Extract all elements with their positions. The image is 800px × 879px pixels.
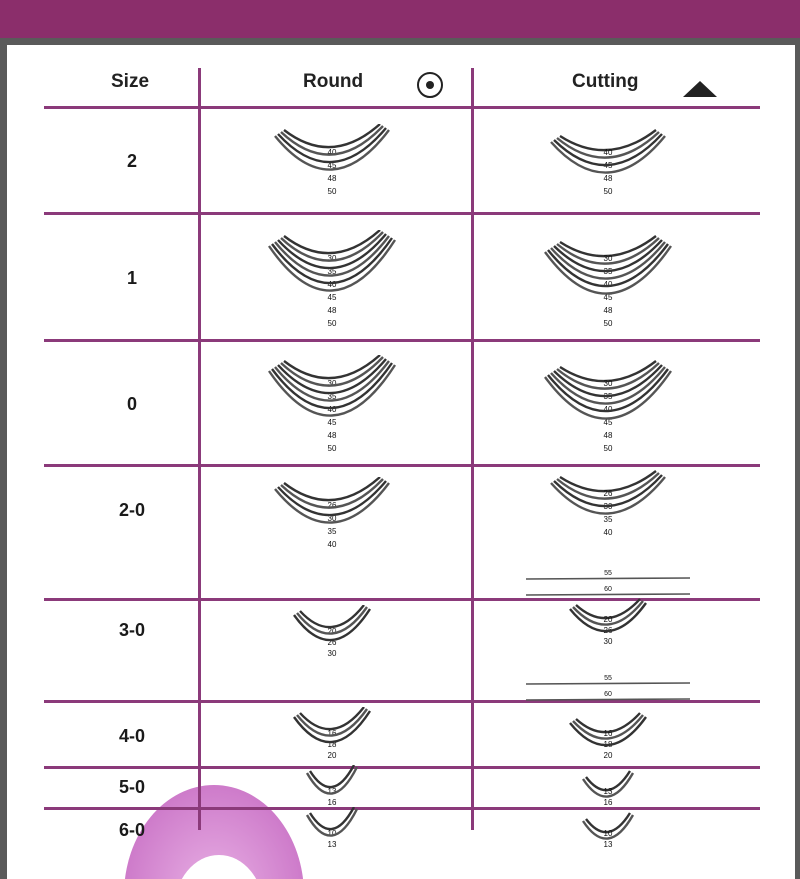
needle-size-label: 35 bbox=[603, 392, 613, 401]
cutting-needle-group bbox=[554, 707, 662, 764]
needle-size-label: 35 bbox=[327, 267, 337, 276]
size-label: 1 bbox=[126, 268, 137, 288]
needle-size-label: 50 bbox=[603, 319, 613, 328]
size-label: 4-0 bbox=[118, 726, 145, 746]
needle-size-label: 50 bbox=[327, 444, 337, 453]
needle-size-label: 50 bbox=[603, 187, 613, 196]
needle-curve bbox=[284, 355, 380, 378]
cutting-needle-group bbox=[526, 230, 690, 332]
column-divider bbox=[471, 68, 474, 830]
needle-size-chart bbox=[7, 45, 795, 879]
needle-size-label: 13 bbox=[327, 787, 337, 796]
cutting-needle-group bbox=[568, 765, 648, 811]
needle-size-label: 30 bbox=[327, 254, 337, 263]
needle-curve bbox=[284, 124, 380, 147]
round-needle-group bbox=[250, 355, 414, 457]
row-divider bbox=[44, 212, 760, 215]
needle-size-label: 45 bbox=[327, 418, 337, 427]
straight-needle-label: 55 bbox=[604, 570, 612, 577]
needle-size-label: 48 bbox=[327, 306, 337, 315]
round-needle-group bbox=[278, 605, 386, 662]
needle-size-label: 45 bbox=[327, 161, 337, 170]
needle-size-label: 20 bbox=[603, 614, 613, 624]
needle-size-label: 48 bbox=[327, 174, 337, 183]
needle-size-label: 48 bbox=[603, 306, 613, 315]
cutting-needle-group bbox=[534, 465, 682, 541]
circle-dot-icon bbox=[415, 70, 445, 100]
needle-size-label: 50 bbox=[603, 444, 613, 453]
row-divider bbox=[44, 339, 760, 342]
needle-size-label: 16 bbox=[327, 728, 337, 738]
straight-needle bbox=[526, 683, 690, 684]
needle-size-label: 26 bbox=[603, 625, 613, 635]
column-divider bbox=[198, 68, 201, 830]
needle-size-label: 30 bbox=[327, 514, 337, 523]
size-label: 2 bbox=[126, 151, 137, 171]
header-round: Round bbox=[303, 71, 364, 92]
cutting-needle-group bbox=[554, 593, 662, 650]
size-label: 3-0 bbox=[118, 620, 145, 640]
needle-size-label: 10 bbox=[327, 829, 337, 838]
needle-size-label: 30 bbox=[603, 379, 613, 388]
size-label: 2-0 bbox=[118, 500, 145, 520]
header-cutting: Cutting bbox=[572, 71, 639, 92]
round-needle-group bbox=[292, 765, 372, 811]
needle-curve bbox=[284, 230, 380, 253]
triangle-icon bbox=[683, 79, 717, 99]
needle-size-label: 40 bbox=[603, 528, 613, 537]
needle-size-label: 40 bbox=[603, 405, 613, 414]
needle-size-label: 45 bbox=[327, 293, 337, 302]
needle-size-label: 50 bbox=[327, 319, 337, 328]
cutting-needle-group bbox=[534, 124, 682, 200]
needle-size-label: 18 bbox=[603, 739, 613, 749]
cutting-needle-group bbox=[568, 807, 648, 853]
needle-size-label: 35 bbox=[603, 515, 613, 524]
needle-size-label: 35 bbox=[327, 392, 337, 401]
needle-size-label: 40 bbox=[327, 405, 337, 414]
needle-size-label: 30 bbox=[603, 636, 613, 646]
needle-size-label: 13 bbox=[327, 840, 337, 849]
straight-needle-group bbox=[518, 670, 698, 704]
row-divider bbox=[44, 807, 760, 810]
needle-curve bbox=[300, 707, 364, 729]
row-divider bbox=[44, 766, 760, 769]
needle-size-label: 40 bbox=[603, 280, 613, 289]
needle-size-label: 26 bbox=[327, 637, 337, 647]
needle-curve bbox=[284, 477, 380, 500]
needle-size-label: 18 bbox=[327, 739, 337, 749]
needle-size-label: 45 bbox=[603, 161, 613, 170]
straight-needle-label: 60 bbox=[604, 691, 612, 698]
straight-needle-group bbox=[518, 565, 698, 599]
needle-size-label: 30 bbox=[327, 648, 337, 658]
size-label: 0 bbox=[126, 394, 137, 414]
straight-needle-label: 60 bbox=[604, 586, 612, 593]
needle-size-label: 35 bbox=[603, 267, 613, 276]
needle-size-label: 16 bbox=[603, 798, 613, 807]
needle-size-label: 26 bbox=[327, 501, 337, 510]
needle-size-label: 40 bbox=[327, 148, 337, 157]
needle-size-label: 40 bbox=[327, 280, 337, 289]
size-label: 5-0 bbox=[118, 777, 145, 797]
straight-needle bbox=[526, 578, 690, 579]
needle-size-label: 20 bbox=[327, 750, 337, 760]
needle-size-label: 35 bbox=[327, 527, 337, 536]
needle-size-label: 20 bbox=[327, 626, 337, 636]
needle-size-label: 40 bbox=[603, 148, 613, 157]
round-needle-group bbox=[292, 807, 372, 853]
needle-size-label: 48 bbox=[327, 431, 337, 440]
needle-size-label: 13 bbox=[603, 787, 613, 796]
needle-size-label: 45 bbox=[603, 418, 613, 427]
straight-needle bbox=[526, 699, 690, 700]
needle-size-label: 45 bbox=[603, 293, 613, 302]
needle-size-label: 48 bbox=[603, 431, 613, 440]
needle-size-label: 48 bbox=[603, 174, 613, 183]
needle-size-label: 13 bbox=[603, 840, 613, 849]
straight-needle-label: 55 bbox=[604, 675, 612, 682]
needle-size-label: 20 bbox=[603, 750, 613, 760]
needle-size-label: 16 bbox=[327, 798, 337, 807]
round-needle-group bbox=[258, 124, 406, 200]
header-size: Size bbox=[111, 71, 150, 92]
top-banner bbox=[0, 0, 800, 38]
needle-size-label: 16 bbox=[603, 728, 613, 738]
needle-size-label: 40 bbox=[327, 540, 337, 549]
needle-curve bbox=[300, 605, 364, 627]
needle-size-label: 30 bbox=[603, 254, 613, 263]
size-label: 6-0 bbox=[118, 820, 145, 840]
needle-size-label: 50 bbox=[327, 187, 337, 196]
round-needle-group bbox=[258, 477, 406, 553]
row-divider bbox=[44, 106, 760, 109]
needle-size-label: 26 bbox=[603, 489, 613, 498]
straight-needle bbox=[526, 594, 690, 595]
needle-size-label: 10 bbox=[603, 829, 613, 838]
round-needle-group bbox=[278, 707, 386, 764]
needle-size-label: 30 bbox=[327, 379, 337, 388]
cutting-needle-group bbox=[526, 355, 690, 457]
needle-size-label: 30 bbox=[603, 502, 613, 511]
round-needle-group bbox=[250, 230, 414, 332]
